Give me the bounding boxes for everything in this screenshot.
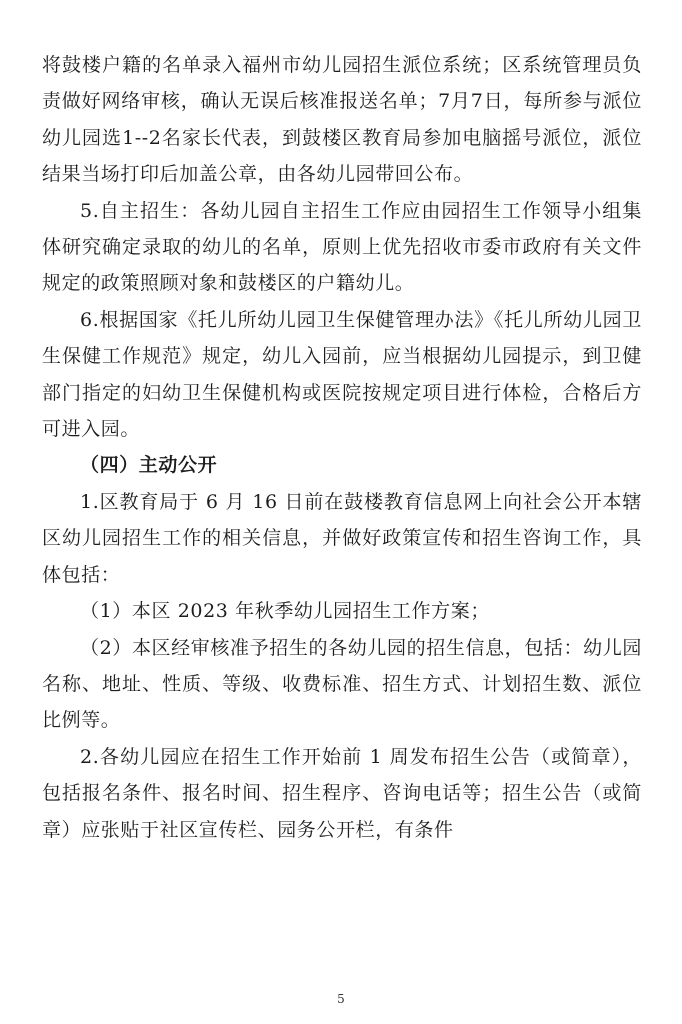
paragraph-item-1: 1.区教育局于 6 月 16 日前在鼓楼教育信息网上向社会公开本辖区幼儿园招生工作的相关信息，并做好政策宣传和招生咨询工作，具体包括： — [42, 490, 642, 586]
paragraph-subitem-1: （1）本区 2023 年秋季幼儿园招生工作方案； — [80, 600, 490, 623]
paragraph-item-2: 2.各幼儿园应在招生工作开始前 1 周发布招生公告（或简章），包括报名条件、报名时间、招生程序、咨询电话等；招生公告（或简章）应张贴于社区宣传栏、园务公开栏，有条件 — [42, 745, 642, 841]
body-text — [42, 47, 642, 848]
page-number: 5 — [337, 992, 345, 1006]
paragraph-continued: 将鼓楼户籍的名单录入福州市幼儿园招生派位系统；区系统管理员负责做好网络审核，确认无误后核准报送名单；7月7日，每所参与派位幼儿园选1--2名家长代表，到鼓楼区教育局参加电脑摇号派位，派位结果当场打印后加盖公章，由各幼儿园带回公布。 — [42, 54, 642, 186]
paragraph-item-5: 5.自主招生：各幼儿园自主招生工作应由园招生工作领导小组集体研究确定录取的幼儿的名单，原则上优先招收市委市政府有关文件规定的政策照顾对象和鼓楼区的户籍幼儿。 — [42, 199, 642, 295]
paragraph-subitem-2: （2）本区经审核准予招生的各幼儿园的招生信息，包括：幼儿园名称、地址、性质、等级、收费标准、招生方式、计划招生数、派位比例等。 — [42, 636, 642, 732]
paragraph-item-6: 6.根据国家《托儿所幼儿园卫生保健管理办法》《托儿所幼儿园卫生保健工作规范》规定，幼儿入园前，应当根据幼儿园提示，到卫健部门指定的妇幼卫生保健机构或医院按规定项目进行体检，合格后方可进入园。 — [42, 308, 642, 441]
section-heading: （四）主动公开 — [80, 454, 218, 477]
